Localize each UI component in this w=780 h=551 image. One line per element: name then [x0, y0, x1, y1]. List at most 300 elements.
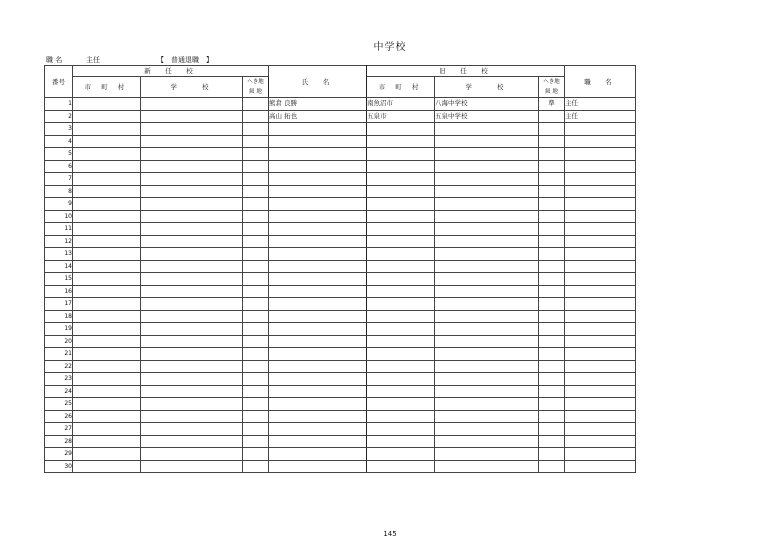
new-city-cell [73, 298, 141, 311]
new-school-cell [141, 285, 243, 298]
new-city-cell [73, 310, 141, 323]
table-row [45, 423, 636, 436]
name-cell: 熊倉 良勝 [269, 98, 367, 111]
table-row [45, 448, 636, 461]
old-city-cell [367, 198, 435, 211]
old-remote-cell [539, 110, 565, 123]
old-school-cell [435, 185, 539, 198]
row-number: 8 [45, 185, 73, 198]
position-cell [565, 185, 636, 198]
new-school-cell [141, 135, 243, 148]
old-school-cell [435, 298, 539, 311]
new-remote-cell [243, 435, 269, 448]
new-school-cell [141, 323, 243, 336]
position-cell [565, 248, 636, 261]
row-number: 6 [45, 160, 73, 173]
old-city-cell [367, 285, 435, 298]
old-school-cell: 五泉中学校 [435, 110, 539, 123]
position-cell [565, 148, 636, 161]
old-remote-cell [539, 423, 565, 436]
name-cell [269, 298, 367, 311]
new-school-cell [141, 210, 243, 223]
old-remote-cell [539, 148, 565, 161]
old-city-cell [367, 223, 435, 236]
row-number: 16 [45, 285, 73, 298]
new-city-cell [73, 435, 141, 448]
name-cell [269, 460, 367, 473]
row-number: 24 [45, 385, 73, 398]
row-number: 20 [45, 335, 73, 348]
old-remote-cell [539, 173, 565, 186]
old-remote-cell: 準 [539, 98, 565, 111]
new-school-cell [141, 148, 243, 161]
transfer-table [44, 65, 636, 473]
position-cell [565, 373, 636, 386]
position-cell [565, 423, 636, 436]
new-city-cell [73, 448, 141, 461]
position-cell [565, 398, 636, 411]
row-number: 7 [45, 173, 73, 186]
name-cell [269, 173, 367, 186]
position-cell [565, 323, 636, 336]
new-city-cell [73, 198, 141, 211]
new-remote-cell [243, 410, 269, 423]
position-cell [565, 135, 636, 148]
old-remote-cell [539, 135, 565, 148]
old-school-cell [435, 135, 539, 148]
row-number: 11 [45, 223, 73, 236]
old-city-cell [367, 298, 435, 311]
new-school-cell [141, 298, 243, 311]
row-number: 5 [45, 148, 73, 161]
new-city-cell [73, 260, 141, 273]
new-remote-cell [243, 448, 269, 461]
new-remote-cell [243, 173, 269, 186]
old-city-cell [367, 323, 435, 336]
old-remote-cell [539, 410, 565, 423]
new-remote-cell [243, 348, 269, 361]
new-school-cell [141, 435, 243, 448]
old-remote-cell [539, 348, 565, 361]
position-cell [565, 285, 636, 298]
new-city-cell [73, 110, 141, 123]
table-row [45, 260, 636, 273]
old-city-cell [367, 148, 435, 161]
name-cell [269, 435, 367, 448]
name-cell: 高山 拓也 [269, 110, 367, 123]
header-number: 番号 [45, 66, 73, 98]
position-cell [565, 198, 636, 211]
position-cell [565, 223, 636, 236]
table-row [45, 198, 636, 211]
new-city-cell [73, 135, 141, 148]
new-remote-cell [243, 223, 269, 236]
new-remote-cell [243, 148, 269, 161]
table-row [45, 173, 636, 186]
old-school-cell [435, 360, 539, 373]
position-cell [565, 310, 636, 323]
new-city-cell [73, 385, 141, 398]
position-cell [565, 435, 636, 448]
new-city-cell [73, 210, 141, 223]
row-number: 23 [45, 373, 73, 386]
new-school-cell [141, 273, 243, 286]
new-city-cell [73, 185, 141, 198]
name-cell [269, 210, 367, 223]
new-school-cell [141, 173, 243, 186]
old-school-cell [435, 223, 539, 236]
new-city-cell [73, 273, 141, 286]
table-row [45, 123, 636, 136]
table-row [45, 335, 636, 348]
name-cell [269, 260, 367, 273]
new-remote-cell [243, 335, 269, 348]
old-school-cell [435, 210, 539, 223]
old-school-cell [435, 398, 539, 411]
old-remote-cell [539, 460, 565, 473]
new-city-cell [73, 323, 141, 336]
position-cell [565, 360, 636, 373]
old-remote-cell [539, 210, 565, 223]
old-city-cell [367, 260, 435, 273]
old-city-cell [367, 210, 435, 223]
header-new-remote: へき地 級 地 [243, 77, 269, 98]
row-number: 15 [45, 273, 73, 286]
new-city-cell [73, 173, 141, 186]
row-number: 17 [45, 298, 73, 311]
old-remote-cell [539, 285, 565, 298]
name-cell [269, 323, 367, 336]
new-remote-cell [243, 360, 269, 373]
new-remote-cell [243, 285, 269, 298]
name-cell [269, 310, 367, 323]
new-remote-cell [243, 398, 269, 411]
new-city-cell [73, 335, 141, 348]
old-school-cell [435, 123, 539, 136]
name-cell [269, 335, 367, 348]
name-cell [269, 223, 367, 236]
row-number: 25 [45, 398, 73, 411]
old-school-cell [435, 248, 539, 261]
new-remote-cell [243, 135, 269, 148]
new-school-cell [141, 223, 243, 236]
old-city-cell [367, 435, 435, 448]
old-city-cell [367, 348, 435, 361]
new-remote-cell [243, 98, 269, 111]
new-remote-cell [243, 123, 269, 136]
new-remote-cell [243, 210, 269, 223]
old-remote-cell [539, 360, 565, 373]
name-cell [269, 148, 367, 161]
new-city-cell [73, 423, 141, 436]
table-row [45, 385, 636, 398]
old-school-cell [435, 235, 539, 248]
old-school-cell [435, 373, 539, 386]
old-school-cell [435, 173, 539, 186]
new-remote-cell [243, 310, 269, 323]
new-city-cell [73, 285, 141, 298]
old-school-cell [435, 310, 539, 323]
table-row [45, 160, 636, 173]
table-row [45, 435, 636, 448]
page-title: 中学校 [373, 42, 407, 53]
table-row [45, 223, 636, 236]
new-remote-cell [243, 373, 269, 386]
new-school-cell [141, 423, 243, 436]
header-old-city: 市 町 村 [367, 77, 435, 98]
table-row [45, 410, 636, 423]
name-cell [269, 373, 367, 386]
new-city-cell [73, 348, 141, 361]
new-school-cell [141, 385, 243, 398]
new-remote-cell [243, 260, 269, 273]
old-school-cell [435, 198, 539, 211]
row-number: 13 [45, 248, 73, 261]
row-number: 27 [45, 423, 73, 436]
new-school-cell [141, 373, 243, 386]
new-remote-cell [243, 185, 269, 198]
old-remote-cell [539, 448, 565, 461]
table-row [45, 323, 636, 336]
new-school-cell [141, 398, 243, 411]
old-city-cell: 五泉市 [367, 110, 435, 123]
new-city-cell [73, 460, 141, 473]
new-remote-cell [243, 460, 269, 473]
row-number: 9 [45, 198, 73, 211]
old-remote-cell [539, 323, 565, 336]
position-cell [565, 448, 636, 461]
new-remote-cell [243, 235, 269, 248]
position-cell [565, 173, 636, 186]
old-remote-cell [539, 310, 565, 323]
old-school-cell [435, 323, 539, 336]
position-cell: 主任 [565, 110, 636, 123]
row-number: 19 [45, 323, 73, 336]
table-row [45, 373, 636, 386]
old-school-cell [435, 348, 539, 361]
old-city-cell [367, 310, 435, 323]
name-cell [269, 160, 367, 173]
new-remote-cell [243, 423, 269, 436]
name-cell [269, 198, 367, 211]
name-cell [269, 448, 367, 461]
name-cell [269, 248, 367, 261]
position-cell [565, 160, 636, 173]
old-school-cell [435, 423, 539, 436]
old-city-cell [367, 273, 435, 286]
old-city-cell [367, 385, 435, 398]
table-row [45, 310, 636, 323]
old-remote-cell [539, 273, 565, 286]
old-remote-cell [539, 398, 565, 411]
position-value: 主任 [86, 56, 100, 64]
old-school-cell [435, 448, 539, 461]
table-row [45, 135, 636, 148]
table-row [45, 98, 636, 111]
position-cell [565, 210, 636, 223]
table-row [45, 273, 636, 286]
new-city-cell [73, 248, 141, 261]
new-city-cell [73, 360, 141, 373]
old-remote-cell [539, 123, 565, 136]
new-school-cell [141, 360, 243, 373]
new-school-cell [141, 260, 243, 273]
old-city-cell [367, 398, 435, 411]
old-remote-cell [539, 223, 565, 236]
old-remote-cell [539, 260, 565, 273]
new-school-cell [141, 335, 243, 348]
row-number: 28 [45, 435, 73, 448]
new-remote-cell [243, 298, 269, 311]
position-cell [565, 273, 636, 286]
old-remote-cell [539, 385, 565, 398]
old-remote-cell [539, 235, 565, 248]
new-city-cell [73, 235, 141, 248]
new-school-cell [141, 310, 243, 323]
old-school-cell [435, 335, 539, 348]
new-school-cell [141, 160, 243, 173]
position-cell [565, 123, 636, 136]
old-school-cell [435, 160, 539, 173]
row-number: 29 [45, 448, 73, 461]
row-number: 14 [45, 260, 73, 273]
row-number: 30 [45, 460, 73, 473]
header-new-school: 新 任 校 [73, 66, 269, 77]
old-city-cell [367, 135, 435, 148]
new-remote-cell [243, 160, 269, 173]
old-city-cell [367, 460, 435, 473]
old-school-cell [435, 273, 539, 286]
header-position: 職 名 [565, 66, 636, 98]
name-cell [269, 410, 367, 423]
table-row [45, 235, 636, 248]
new-school-cell [141, 248, 243, 261]
new-school-cell [141, 123, 243, 136]
name-cell [269, 360, 367, 373]
old-school-cell [435, 148, 539, 161]
new-school-cell [141, 348, 243, 361]
name-cell [269, 123, 367, 136]
new-school-cell [141, 410, 243, 423]
old-school-cell [435, 460, 539, 473]
old-remote-cell [539, 160, 565, 173]
old-remote-cell [539, 248, 565, 261]
table-row [45, 360, 636, 373]
position-cell [565, 235, 636, 248]
row-number: 26 [45, 410, 73, 423]
position-cell [565, 460, 636, 473]
header-new-school-name: 学 校 [141, 77, 243, 98]
new-city-cell [73, 148, 141, 161]
position-cell: 主任 [565, 98, 636, 111]
new-remote-cell [243, 273, 269, 286]
new-school-cell [141, 235, 243, 248]
position-cell [565, 335, 636, 348]
header-name: 氏 名 [269, 66, 367, 98]
row-number: 12 [45, 235, 73, 248]
old-city-cell [367, 235, 435, 248]
position-cell [565, 260, 636, 273]
retirement-category: 【 普通退職 】 [157, 56, 213, 64]
table-row [45, 398, 636, 411]
old-city-cell: 南魚沼市 [367, 98, 435, 111]
old-city-cell [367, 423, 435, 436]
position-cell [565, 348, 636, 361]
row-number: 10 [45, 210, 73, 223]
old-school-cell [435, 410, 539, 423]
old-city-cell [367, 160, 435, 173]
new-school-cell [141, 460, 243, 473]
name-cell [269, 135, 367, 148]
table-row [45, 210, 636, 223]
old-remote-cell [539, 185, 565, 198]
table-row [45, 460, 636, 473]
name-cell [269, 385, 367, 398]
row-number: 22 [45, 360, 73, 373]
old-city-cell [367, 335, 435, 348]
header-old-remote: へき地 級 地 [539, 77, 565, 98]
name-cell [269, 348, 367, 361]
row-number: 4 [45, 135, 73, 148]
new-city-cell [73, 398, 141, 411]
position-cell [565, 385, 636, 398]
new-remote-cell [243, 110, 269, 123]
old-city-cell [367, 185, 435, 198]
table-row [45, 248, 636, 261]
old-school-cell [435, 285, 539, 298]
new-city-cell [73, 223, 141, 236]
new-city-cell [73, 410, 141, 423]
old-school-cell [435, 260, 539, 273]
table-row [45, 148, 636, 161]
new-school-cell [141, 110, 243, 123]
header-old-school: 旧 任 校 [367, 66, 565, 77]
table-row [45, 298, 636, 311]
old-city-cell [367, 410, 435, 423]
table-row [45, 110, 636, 123]
name-cell [269, 185, 367, 198]
page-number: 145 [383, 530, 397, 538]
old-remote-cell [539, 335, 565, 348]
old-remote-cell [539, 198, 565, 211]
old-school-cell [435, 435, 539, 448]
new-school-cell [141, 185, 243, 198]
row-number: 3 [45, 123, 73, 136]
new-city-cell [73, 160, 141, 173]
name-cell [269, 273, 367, 286]
new-remote-cell [243, 323, 269, 336]
old-remote-cell [539, 298, 565, 311]
row-number: 18 [45, 310, 73, 323]
new-city-cell [73, 98, 141, 111]
name-cell [269, 423, 367, 436]
name-cell [269, 398, 367, 411]
position-label: 職 名 [46, 56, 63, 64]
row-number: 1 [45, 98, 73, 111]
old-city-cell [367, 173, 435, 186]
new-remote-cell [243, 198, 269, 211]
new-school-cell [141, 448, 243, 461]
header-new-city: 市 町 村 [73, 77, 141, 98]
table-row [45, 348, 636, 361]
new-city-cell [73, 373, 141, 386]
name-cell [269, 235, 367, 248]
old-city-cell [367, 248, 435, 261]
old-city-cell [367, 123, 435, 136]
position-cell [565, 298, 636, 311]
new-city-cell [73, 123, 141, 136]
new-school-cell [141, 198, 243, 211]
